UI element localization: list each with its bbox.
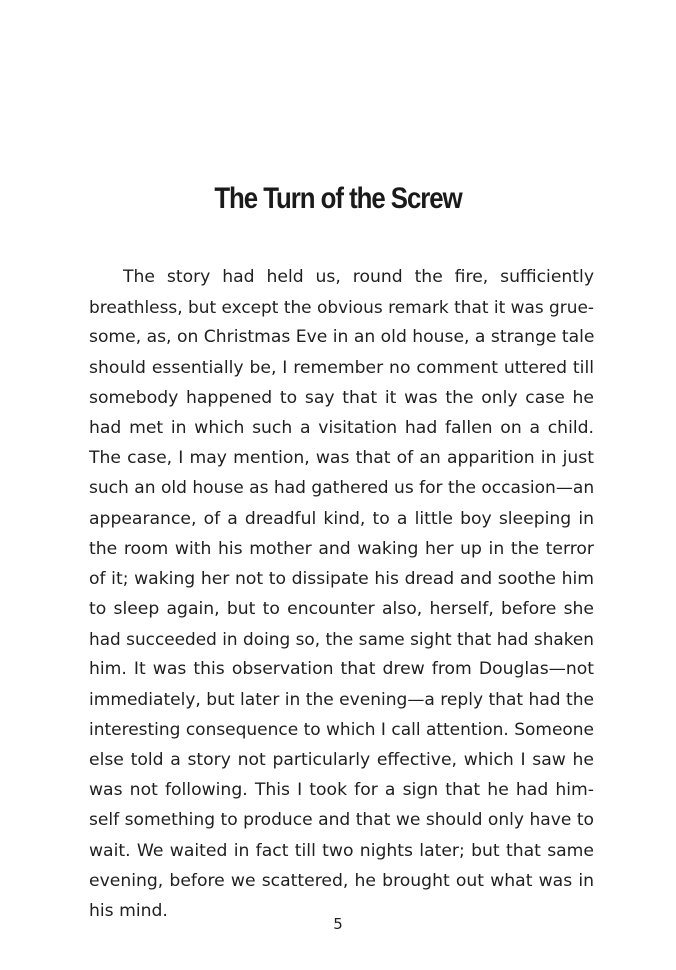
text-line: the room with his mother and waking her up in the terror: [89, 538, 594, 559]
text-line: breathless, but except the obvious remark that it was grue-: [89, 297, 594, 318]
body-text: [89, 262, 594, 926]
text-line: of it; waking her not to dissipate his dread and soothe him: [89, 568, 594, 589]
text-line: The case, I may mention, was that of an apparition in just: [89, 448, 594, 469]
text-line: self something to produce and that we should only have to: [89, 810, 594, 831]
text-line: wait. We waited in fact till two nights later; but that same: [89, 840, 594, 861]
text-line: some, as, on Christmas Eve in an old house, a strange tale: [89, 327, 594, 348]
text-line: The story had held us, round the fire, sufficiently: [123, 267, 594, 287]
text-line: immediately, but later in the evening—a reply that had the: [89, 689, 594, 710]
text-line: had met in which such a visitation had fallen on a child.: [89, 417, 594, 438]
text-line: had succeeded in doing so, the same sight that had shaken: [89, 629, 594, 650]
text-line: appearance, of a dreadful kind, to a little boy sleeping in: [89, 508, 594, 529]
chapter-title: The Turn of the Screw: [214, 182, 462, 215]
text-line: such an old house as had gathered us for the occasion—an: [89, 478, 594, 499]
text-line: else told a story not particularly effective, which I saw he: [89, 750, 594, 770]
page-number: 5: [333, 915, 343, 933]
text-line: evening, before we scattered, he brought out what was in: [89, 870, 594, 891]
text-line: should essentially be, I remember no comment uttered till: [89, 357, 594, 378]
text-line: somebody happened to say that it was the only case he: [89, 387, 594, 408]
text-line: was not following. This I took for a sign that he had him-: [89, 780, 594, 801]
text-line: him. It was this observation that drew from Douglas—not: [89, 659, 594, 680]
text-line: interesting consequence to which I call attention. Someone: [89, 719, 594, 740]
text-line: to sleep again, but to encounter also, herself, before she: [89, 599, 594, 620]
text-line: his mind.: [89, 900, 168, 921]
